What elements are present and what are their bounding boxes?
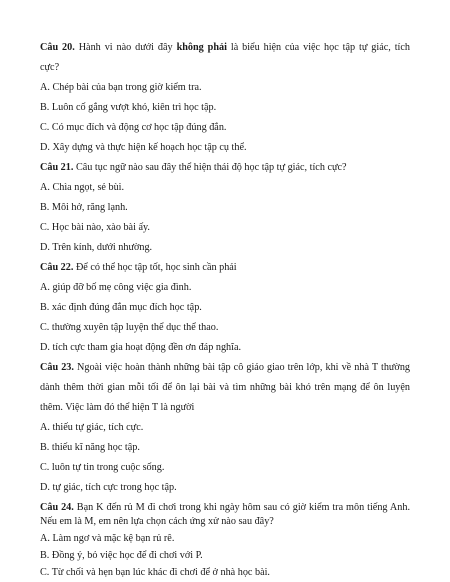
option-a: A. thiếu tự giác, tích cực.: [40, 422, 144, 433]
stem-text: Ngoài việc hoàn thành những bài tập cô giáo giao trên lớp, khi về nhà T thường: [77, 362, 411, 373]
question-24-stem: [40, 501, 410, 514]
option-a: A. Chép bài của bạn trong giờ kiểm tra.: [40, 82, 202, 93]
option-b: B. Môi hở, răng lạnh.: [40, 202, 128, 213]
option-d: D. Trên kính, dưới nhường.: [40, 242, 153, 253]
question-number: Câu 23.: [40, 362, 74, 373]
option-c: C. luôn tự tin trong cuộc sống.: [40, 462, 165, 473]
question-24-stem-line-2: Nếu em là M, em nên lựa chọn cách ứng xử nào sau đây?: [40, 516, 274, 527]
question-23-stem-line-3: thêm. Việc làm đó thể hiện T là người: [40, 402, 195, 413]
question-20-stem: [40, 41, 410, 54]
option-a: A. giúp đỡ bố mẹ công việc gia đình.: [40, 282, 192, 293]
option-b: B. Luôn cố gắng vượt khó, kiên trì học tập.: [40, 102, 217, 113]
question-22-stem: [40, 261, 237, 274]
question-20-stem-cont: cực?: [40, 62, 60, 73]
question-number: Câu 20.: [40, 42, 75, 53]
question-23-stem: [40, 361, 410, 374]
stem-text: là biểu hiện của việc học tập tự giác, tích: [226, 42, 410, 53]
stem-text: Câu tục ngữ nào sau đây thể hiện thái độ học tập tự giác, tích cực?: [75, 162, 347, 173]
option-d: D. Xây dựng và thực hiện kế hoạch học tập cụ thể.: [40, 142, 247, 153]
stem-text: Bạn K đến rủ M đi chơi trong khi ngày hôm sau có giờ kiểm tra môn tiếng Anh.: [76, 502, 410, 513]
option-d: D. tích cực tham gia hoạt động đền ơn đáp nghĩa.: [40, 342, 242, 353]
option-b: B. xác định đúng đắn mục đích học tập.: [40, 302, 202, 313]
option-a: A. Chìa ngọt, sẻ bùi.: [40, 182, 125, 193]
question-21-stem: [40, 161, 347, 174]
question-number: Câu 22.: [40, 262, 74, 273]
question-number: Câu 24.: [40, 502, 74, 513]
option-c: C. thường xuyên tập luyện thể dục thể thao.: [40, 322, 219, 333]
stem-text: Để có thể học tập tốt, học sinh cần phải: [75, 262, 237, 273]
question-number: Câu 21.: [40, 162, 74, 173]
stem-text: Hành vi nào dưới đây: [78, 42, 177, 53]
option-c: C. Học bài nào, xào bài ấy.: [40, 222, 150, 233]
emphasis-text: không phải: [176, 42, 227, 53]
option-a: A. Làm ngơ và mặc kệ bạn rủ rê.: [40, 533, 175, 544]
option-b: B. Đồng ý, bỏ việc học để đi chơi với P.: [40, 550, 203, 561]
option-c: C. Từ chối và hẹn bạn lúc khác đi chơi để ở nhà học bài.: [40, 567, 270, 578]
question-23-stem-line-2: dành thêm thời gian mỗi tối để ôn lại bài và tìm những bài khó trên mạng để ôn luyện: [40, 382, 410, 393]
option-b: B. thiếu kĩ năng học tập.: [40, 442, 140, 453]
option-d: D. tự giác, tích cực trong học tập.: [40, 482, 177, 493]
option-c: C. Có mục đích và động cơ học tập đúng đắn.: [40, 122, 227, 133]
